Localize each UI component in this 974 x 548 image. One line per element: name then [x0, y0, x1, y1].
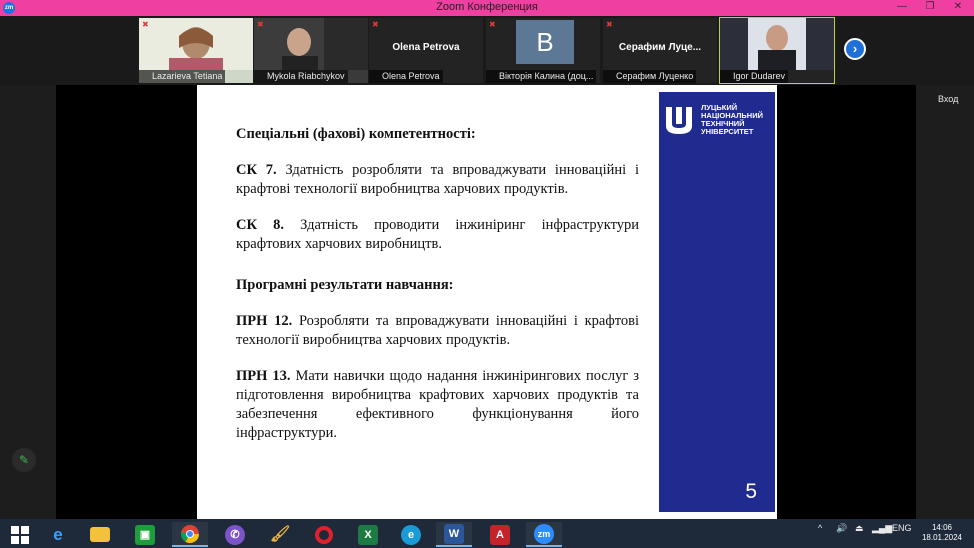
excel-icon[interactable]: X — [350, 522, 386, 547]
start-icon[interactable] — [2, 522, 38, 547]
muted-mic-icon: ✖ — [489, 20, 496, 29]
muted-mic-icon: ✖ — [606, 20, 613, 29]
participant-name: Серафим Луценко — [603, 70, 696, 83]
usb-icon[interactable]: ⏏ — [855, 523, 864, 533]
avatar: B — [516, 20, 574, 64]
muted-mic-icon: ✖ — [142, 20, 149, 29]
ck8-code: СК 8. — [236, 217, 285, 233]
prn12-text: Розробляти та впроваджувати інноваційні і крафтові технології виробництва харчових продуктів. — [236, 313, 639, 348]
participant-name: Вікторія Калина (доц... — [486, 70, 596, 83]
opera-icon[interactable] — [306, 522, 342, 547]
muted-mic-icon: ✖ — [372, 20, 379, 29]
presentation-slide — [197, 85, 777, 519]
participant-video — [254, 18, 368, 70]
participant-display-name: Olena Petrova — [392, 42, 460, 53]
participant-display-name: Серафим Луце... — [618, 42, 702, 53]
close-button[interactable]: ✕ — [953, 1, 963, 12]
slide-item-prn13 — [236, 367, 639, 443]
clock-date: 18.01.2024 — [921, 533, 963, 542]
prn12-code: ПРН 12. — [236, 313, 293, 329]
chevron-right-icon[interactable]: › — [844, 38, 866, 60]
ck8-text: Здатність проводити інжиніринг інфраструктури крафтових харчових виробництв. — [236, 217, 639, 252]
window-title: Zoom Конференция — [436, 1, 538, 13]
participant-tile[interactable] — [369, 18, 483, 83]
clock[interactable] — [917, 523, 967, 543]
word-icon[interactable]: W — [436, 522, 472, 547]
store-icon[interactable]: ▣ — [127, 522, 163, 547]
university-name: ЛУЦЬКИЙ НАЦІОНАЛЬНИЙ ТЕХНІЧНИЙ УНІВЕРСИТЕТ — [701, 103, 764, 136]
participant-tile-active[interactable] — [720, 18, 834, 83]
clock-time: 14:06 — [931, 523, 953, 532]
acrobat-icon[interactable]: A — [482, 522, 518, 547]
paint-brush-icon[interactable]: 🖌 — [270, 525, 291, 543]
language-indicator[interactable]: ENG — [892, 523, 912, 533]
slide-heading-outcomes: Програмні результати навчання: — [236, 277, 454, 293]
slide-item-ck8 — [236, 216, 639, 254]
slide-number: 5 — [745, 480, 757, 503]
chrome-icon[interactable] — [172, 522, 208, 547]
participant-tile[interactable] — [139, 18, 253, 83]
participant-name: Igor Dudarev — [720, 70, 788, 83]
title-bar — [0, 0, 974, 16]
participant-name: Mykola Riabchykov — [254, 70, 348, 83]
volume-icon[interactable]: 🔊 — [836, 523, 848, 533]
file-explorer-icon[interactable] — [82, 522, 118, 547]
ck7-text: Здатність розробляти та впроваджувати інноваційні і крафтові технології виробництва харчових продуктів. — [236, 162, 639, 197]
taskbar — [0, 519, 974, 548]
ck7-code: СК 7. — [236, 162, 277, 178]
viber-icon[interactable]: ✆ — [217, 522, 253, 547]
slide-heading-competencies: Спеціальні (фахові) компетентності: — [236, 126, 476, 142]
participant-strip — [0, 16, 974, 85]
internet-explorer-icon[interactable]: e — [53, 524, 63, 544]
minimize-button[interactable]: — — [897, 1, 907, 12]
slide-content — [236, 125, 639, 460]
enter-button[interactable]: Вход — [938, 94, 959, 104]
prn13-code: ПРН 13. — [236, 368, 291, 384]
slide-item-prn12 — [236, 312, 639, 350]
participant-tile[interactable] — [486, 18, 600, 83]
zoom-logo-icon: zm — [3, 2, 15, 14]
participant-video — [139, 18, 253, 70]
participant-name: Olena Petrova — [369, 70, 443, 83]
network-icon[interactable]: ▂▄▆ — [872, 523, 893, 533]
university-banner — [659, 92, 775, 512]
tray-overflow-icon[interactable]: ^ — [818, 523, 823, 533]
participant-tile[interactable] — [254, 18, 368, 83]
participant-tile[interactable] — [603, 18, 717, 83]
university-logo-icon — [663, 104, 695, 136]
participant-name: Lazarieva Tetiana — [139, 70, 225, 83]
edge-icon[interactable]: e — [393, 522, 429, 547]
pencil-icon[interactable]: ✎ — [12, 448, 36, 472]
prn13-text: Мати навички щодо надання інжинірингових послуг з підготовлення виробництва крафтових харчових продуктів та забезпечення ефективного функціонування його інфраструктури. — [236, 368, 639, 441]
zoom-icon[interactable]: zm — [526, 522, 562, 547]
participant-video — [720, 18, 834, 70]
restore-button[interactable]: ❐ — [925, 1, 935, 12]
slide-item-ck7 — [236, 161, 639, 199]
muted-mic-icon: ✖ — [257, 20, 264, 29]
